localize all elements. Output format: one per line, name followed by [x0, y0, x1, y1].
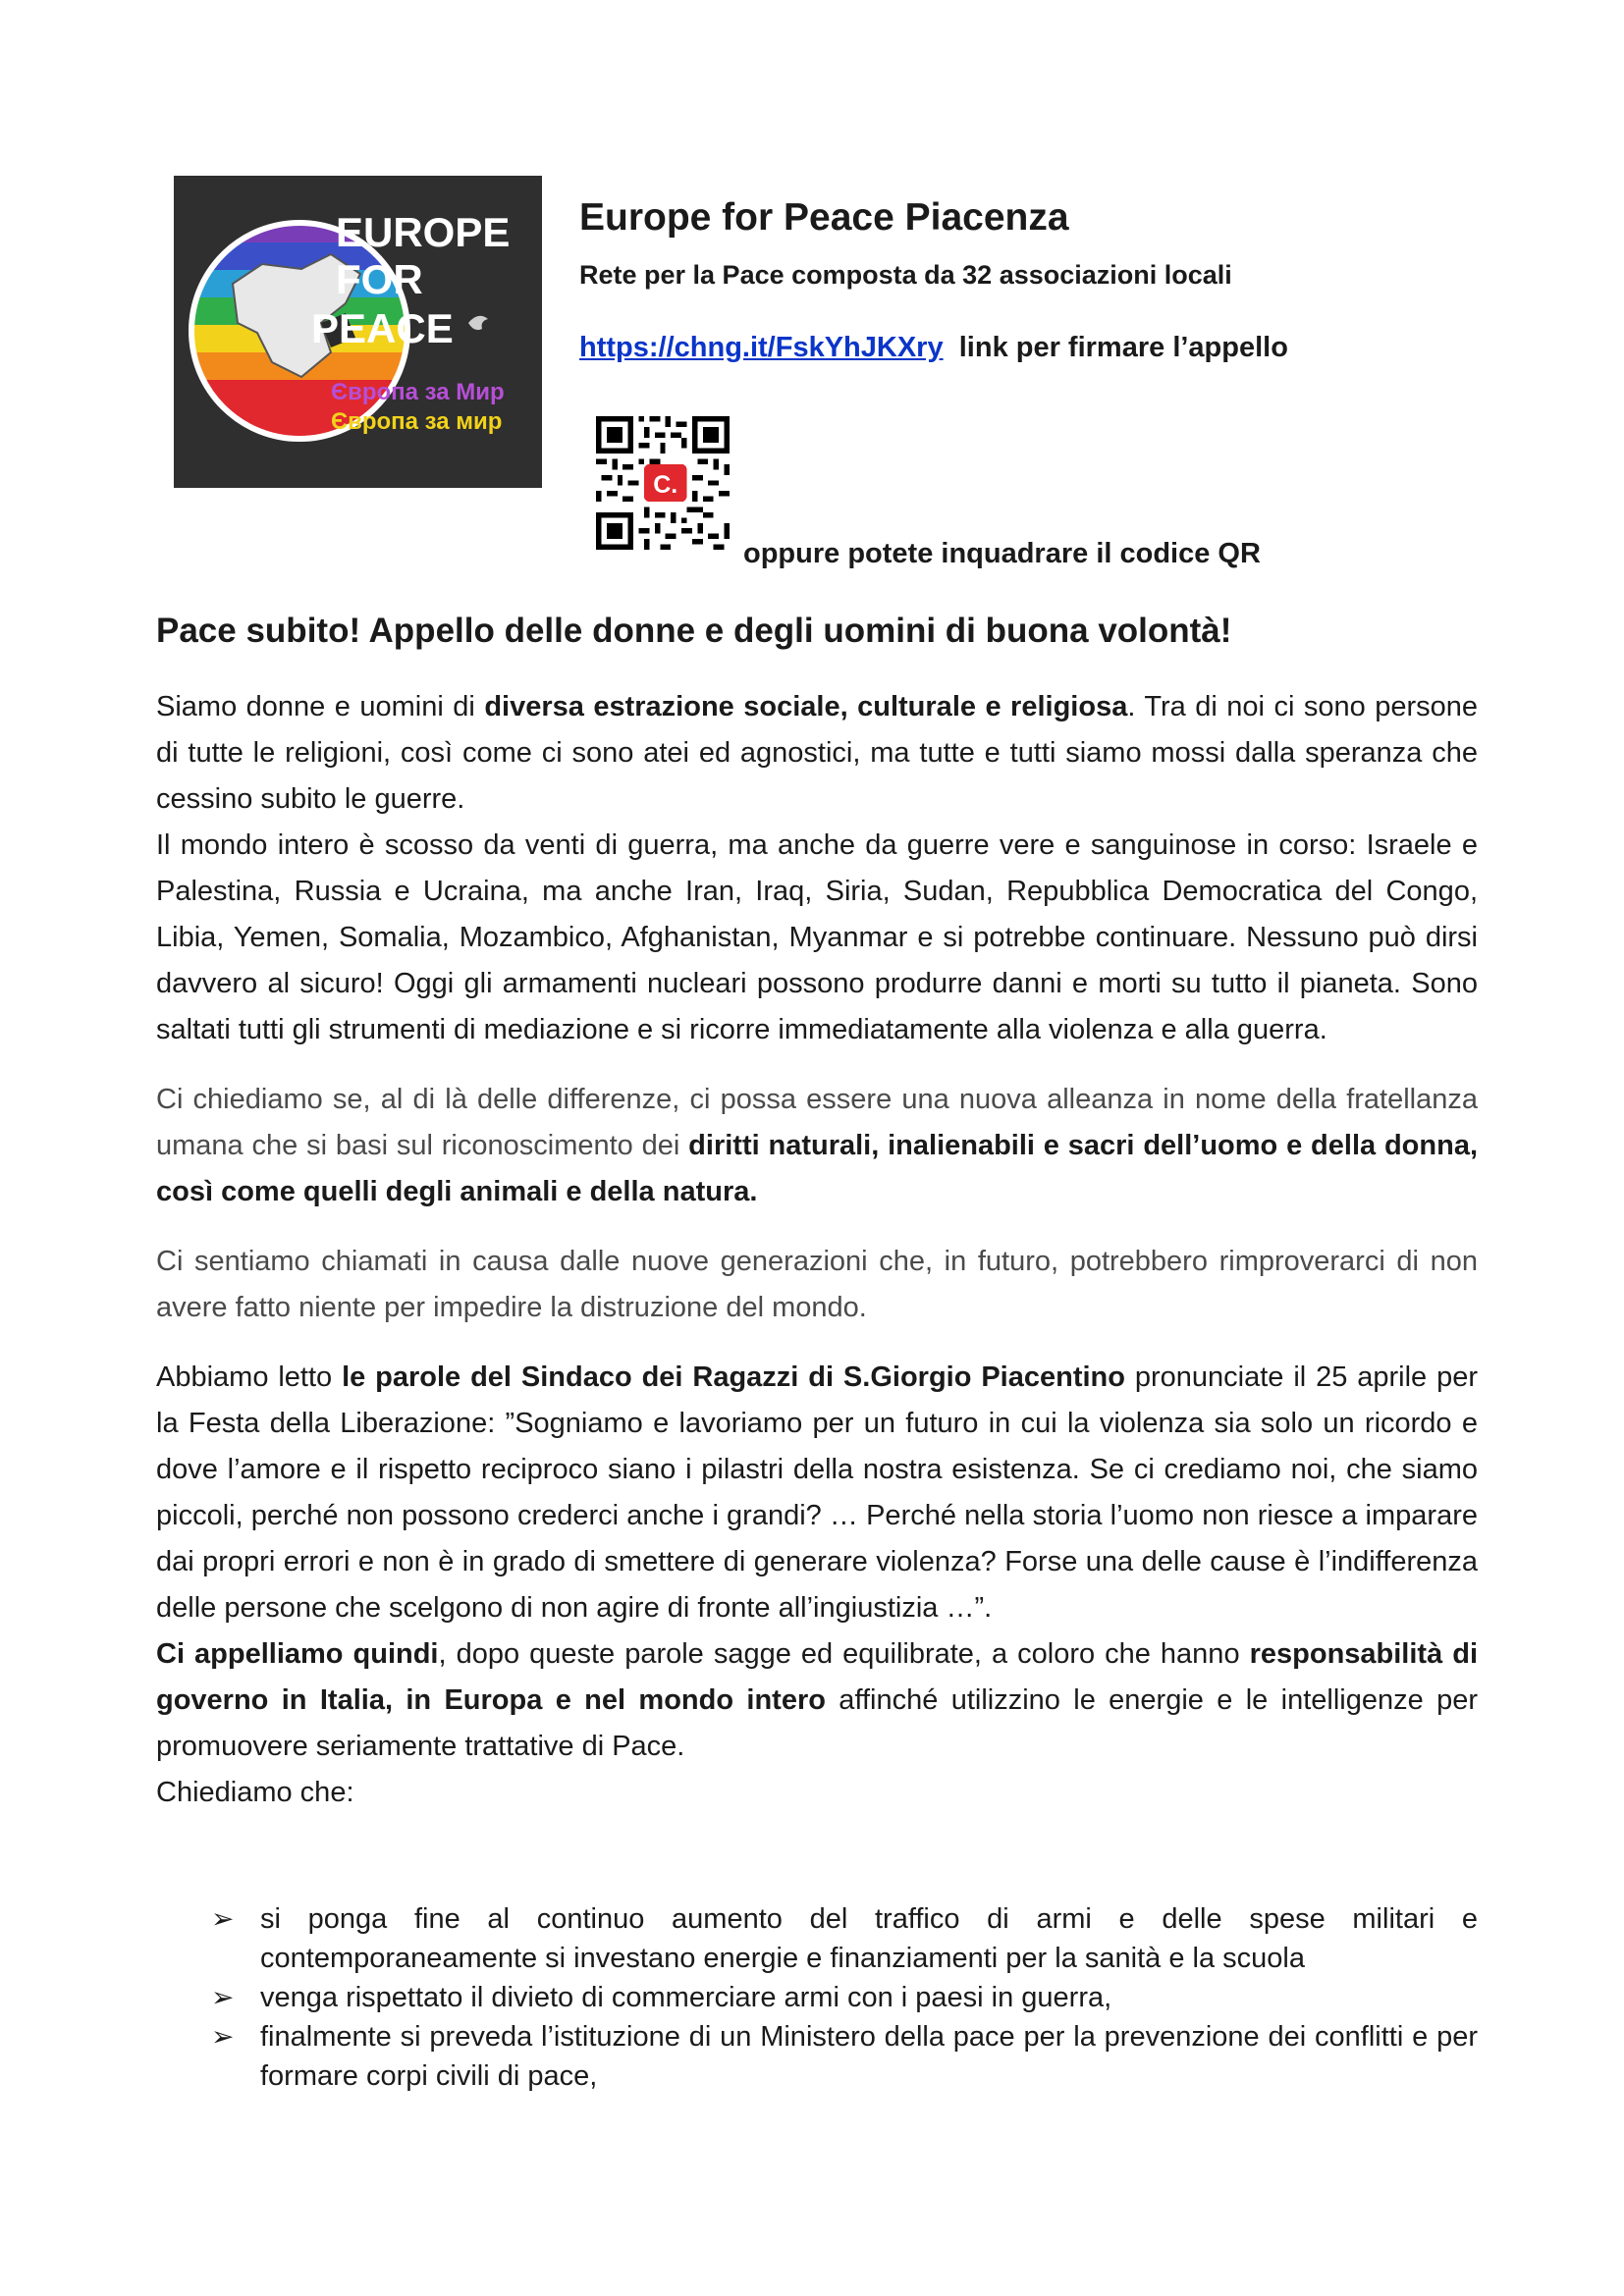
paragraph-6-text-b: , dopo queste parole sagge ed equilibrate, a coloro che hanno — [438, 1638, 1250, 1670]
petition-link-label: link per firmare l’appello — [958, 332, 1288, 363]
arrow-bullet-icon: ➢ — [211, 1903, 235, 1934]
paragraph-1-text-a: Siamo donne e uomini di — [156, 691, 485, 722]
list-item — [211, 1978, 1478, 2017]
arrow-bullet-icon: ➢ — [211, 1982, 235, 2012]
paragraph-2: Il mondo intero è scosso da venti di guerra, ma anche da guerre vere e sanguinose in corso: Israele e Palestina, Russia e Ucraina, ma anche Iran, Iraq, Siria, Sudan, Repubblica Democratica del Congo, Libia, Yemen, Somalia, Mozambico, Afghanistan, Myanmar e si potrebbe continuare. Nessuno può dirsi davvero al sicuro! Oggi gli armamenti nucleari possono produrre danni e morti su tutto il pianeta. Sono saltati tutti gli strumenti di mediazione e si ricorre immediatamente alla violenza e alla guerra. — [156, 829, 1478, 1045]
list-item-text: si ponga fine al continuo aumento del traffico di armi e delle spese militari e contemporaneamente si investano energie e finanziamenti per la sanità e la scuola — [260, 1903, 1478, 1974]
list-item-text: finalmente si preveda l’istituzione di un Ministero della pace per la prevenzione dei conflitti e per formare corpi civili di pace, — [260, 2021, 1478, 2092]
paragraph-1 — [156, 684, 1478, 823]
list-item-text: venga rispettato il divieto di commerciare armi con i paesi in guerra, — [260, 1982, 1112, 2013]
europe-for-peace-logo — [174, 176, 542, 488]
paragraph-7: Chiediamo che: — [156, 1777, 354, 1808]
appeal-body — [156, 684, 1478, 1816]
qr-badge-label: C. — [653, 470, 678, 499]
paragraph-3 — [156, 1077, 1478, 1215]
arrow-bullet-icon: ➢ — [211, 2021, 235, 2052]
logo-subtitle-2: Європа за мир — [331, 408, 503, 435]
paragraph-6-emphasis-c: responsabilità di governo in Italia, in Europa e nel mondo intero — [156, 1638, 1478, 1716]
organization-title: Europe for Peace Piacenza — [579, 196, 1069, 239]
list-item — [211, 2017, 1478, 2096]
logo-line-3: PEACE — [311, 305, 454, 351]
logo-graphic — [174, 176, 542, 488]
appeal-title: Pace subito! Appello delle donne e degli uomini di buona volontà! — [156, 612, 1232, 650]
paragraph-3-emphasis: diritti naturali, inalienabili e sacri dell’uomo e della donna, così come quelli degli animali e della natura. — [156, 1130, 1479, 1207]
paragraph-5-text-a: Abbiamo letto — [156, 1362, 343, 1393]
paragraph-5 — [156, 1355, 1478, 1631]
qr-caption: oppure potete inquadrare il codice QR — [743, 538, 1261, 569]
paragraph-4: Ci sentiamo chiamati in causa dalle nuove generazioni che, in futuro, potrebbero rimproverarci di non avere fatto niente per impedire la distruzione del mondo. — [156, 1246, 1478, 1323]
list-item — [211, 1899, 1478, 1978]
petition-link[interactable]: https://chng.it/FskYhJKXry — [579, 332, 944, 363]
logo-line-2: FOR — [336, 256, 423, 302]
requests-list — [211, 1899, 1478, 2096]
paragraph-3-text-a: Ci chiediamo se, al di là delle differenze, ci possa essere una nuova alleanza in nome della fratellanza umana che si basi sul riconoscimento dei — [156, 1084, 1478, 1161]
organization-subtitle: Rete per la Pace composta da 32 associazioni locali — [579, 260, 1232, 290]
paragraph-5-text-c: pronunciate il 25 aprile per la Festa della Liberazione: ”Sogniamo e lavoriamo per un futuro in cui la violenza sia solo un ricordo e dove l’amore e il rispetto reciproco siano i pilastri della nostra esistenza. Se ci crediamo noi, che siamo piccoli, perché non possono crederci anche i grandi? … Perché nella storia l’uomo non riesce a imparare dai propri errori e non è in grado di smettere di generare violenza? Forse una delle cause è l’indifferenza delle persone che scelgono di non agire di fronte all’ingiustizia …”. — [156, 1362, 1479, 1624]
paragraph-5-emphasis: le parole del Sindaco dei Ragazzi di S.Giorgio Piacentino — [342, 1362, 1125, 1393]
paragraph-6-emphasis-a: Ci appelliamo quindi — [156, 1638, 439, 1670]
paragraph-1-text-c: . Tra di noi ci sono persone di tutte le religioni, così come ci sono atei ed agnostici, ma tutte e tutti siamo mossi dalla speranza che cessino subito le guerre. — [156, 691, 1479, 815]
paragraph-1-emphasis: diversa estrazione sociale, culturale e religiosa — [484, 691, 1128, 722]
logo-line-1: EUROPE — [336, 209, 511, 255]
dove-icon — [468, 316, 488, 330]
logo-subtitle-1: Європа за Мир — [331, 379, 505, 405]
petition-link-line — [579, 332, 1288, 364]
qr-code[interactable] — [596, 416, 730, 550]
paragraph-6 — [156, 1631, 1478, 1770]
paragraph-6-text-d: affinché utilizzino le energie e le intelligenze per promuovere seriamente trattative di Pace. — [156, 1684, 1479, 1762]
